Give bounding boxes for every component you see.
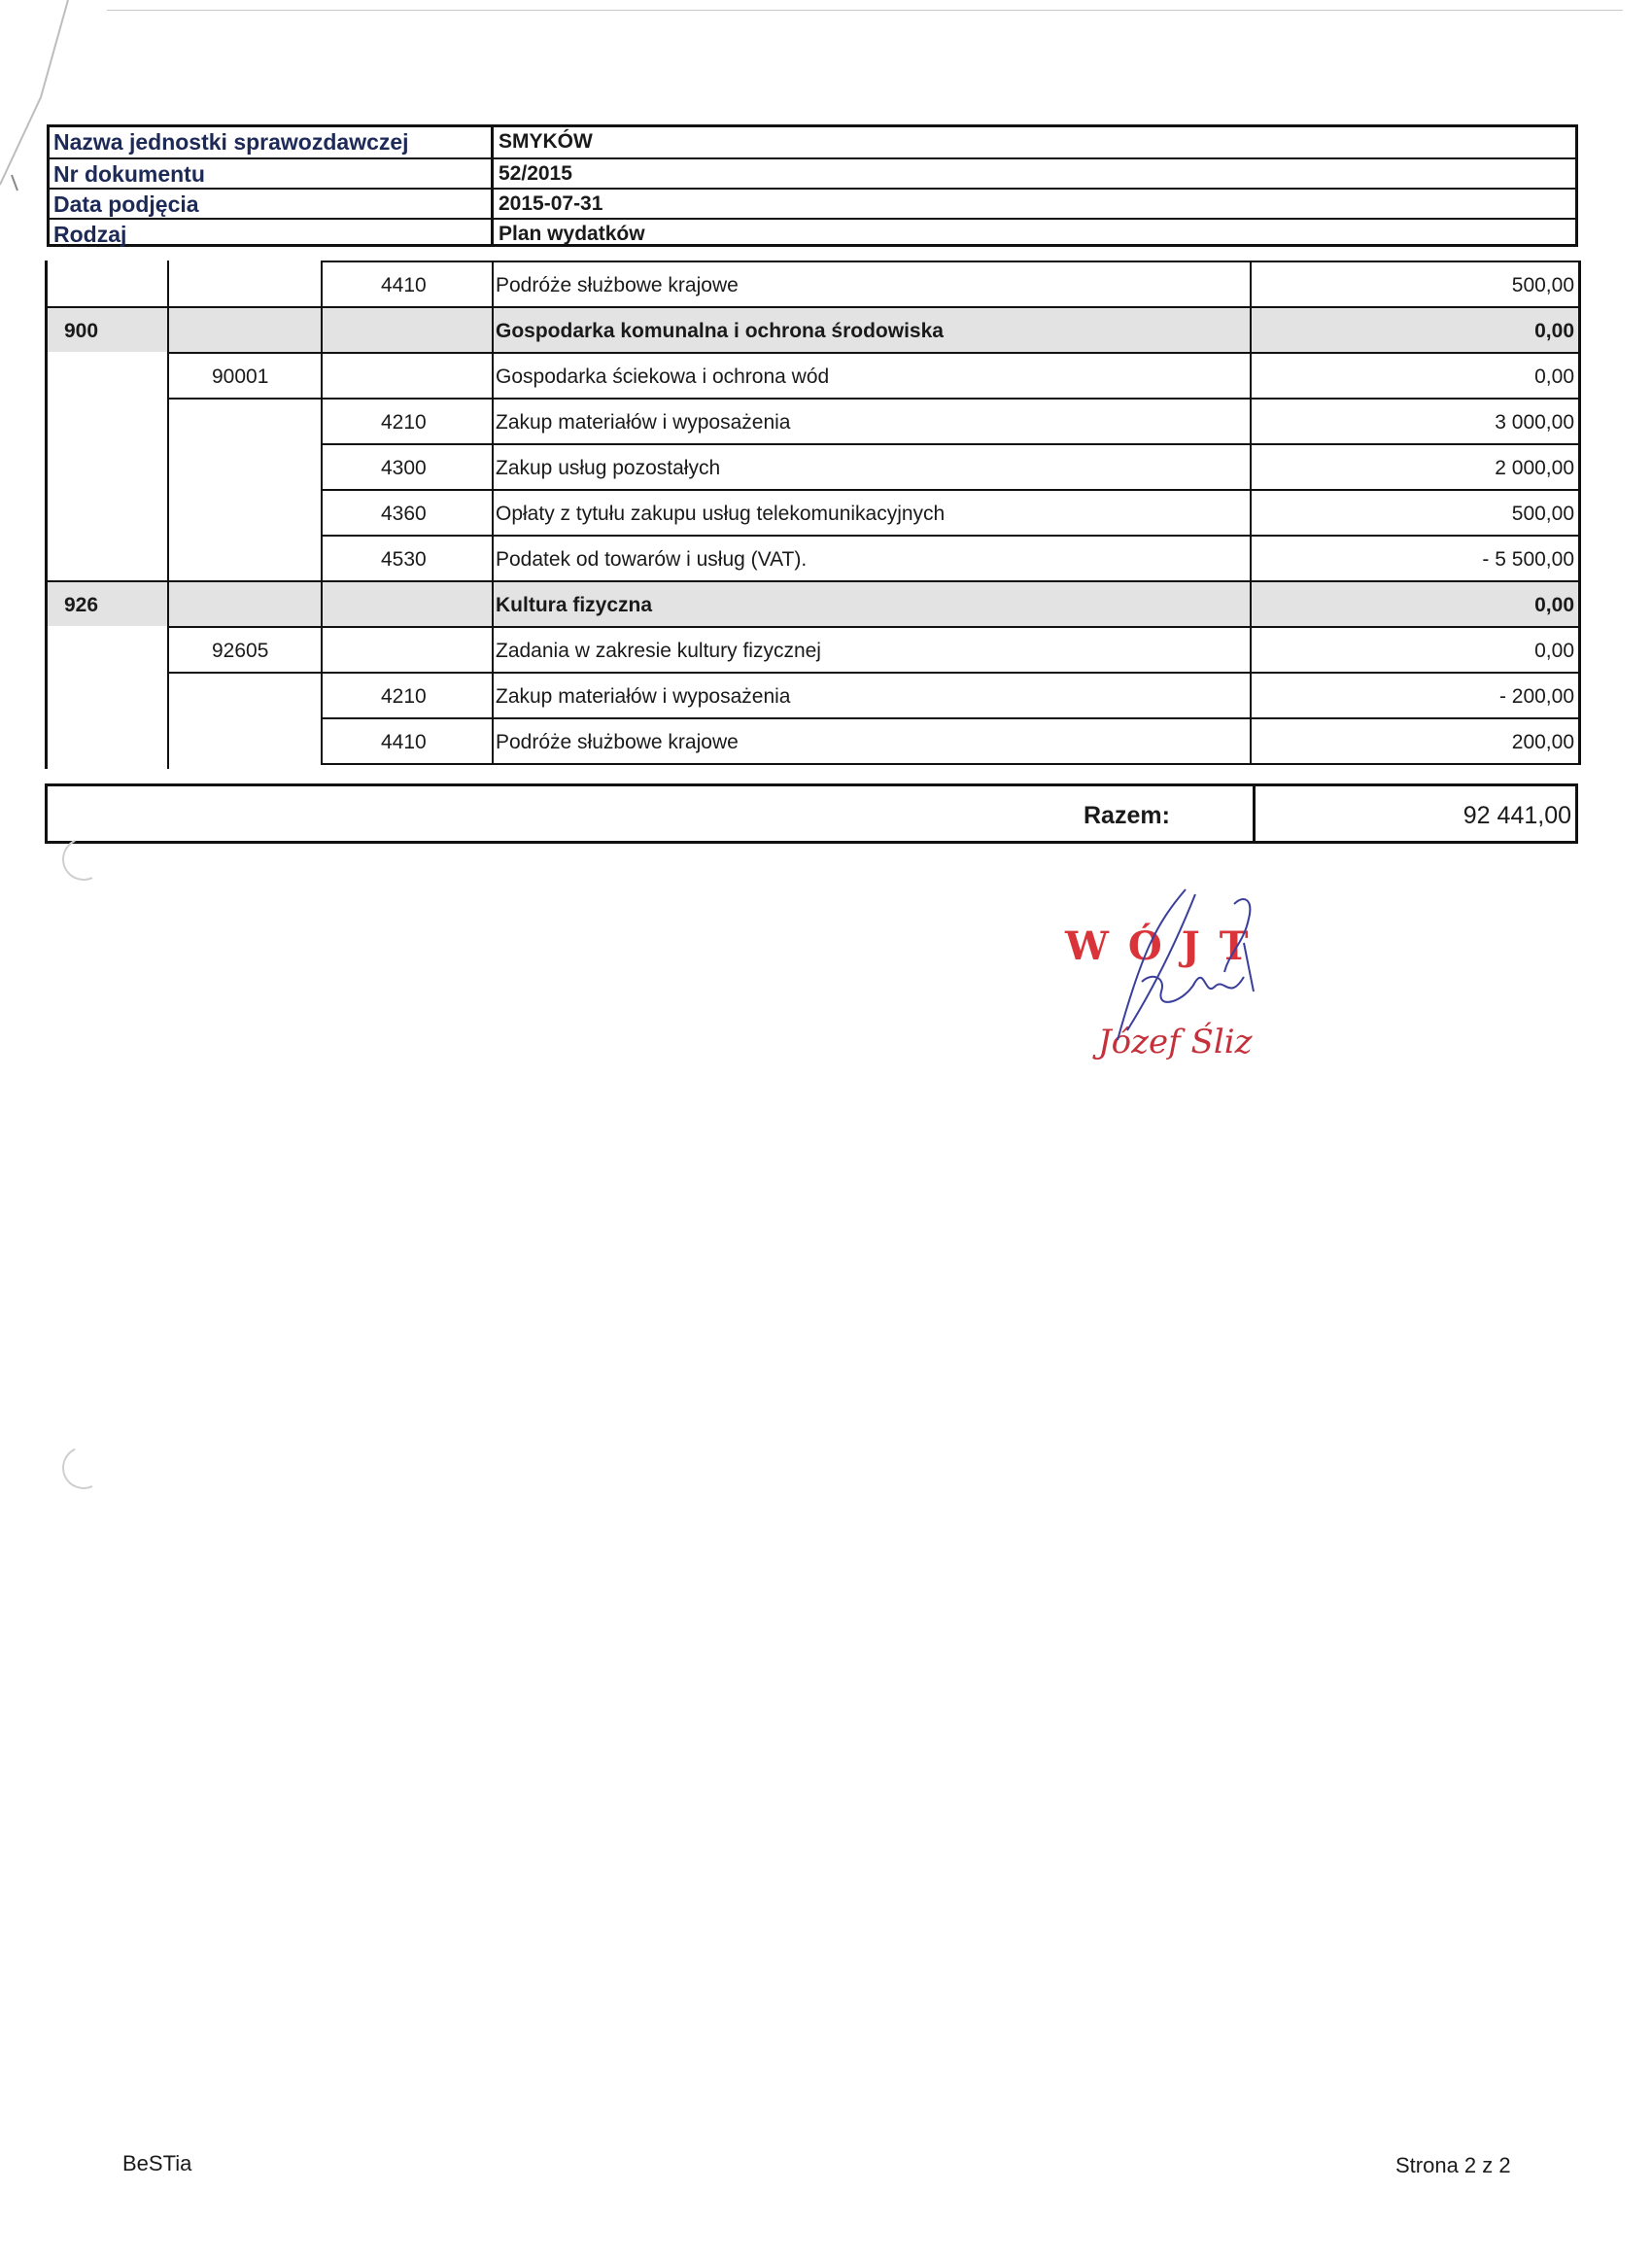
item-amount: 0,00 — [1534, 640, 1574, 662]
item-amount: 0,00 — [1534, 594, 1574, 616]
header-value: 52/2015 — [499, 162, 572, 185]
header-label: Rodzaj — [53, 222, 127, 247]
header-row-unit — [50, 127, 1575, 157]
table-row — [0, 626, 1652, 672]
paragraph-code: 4360 — [381, 503, 427, 525]
table-row-line — [321, 763, 1581, 765]
header-row-doc-number — [50, 157, 1575, 190]
item-name: Podróże służbowe krajowe — [496, 274, 739, 296]
document-header — [47, 124, 1578, 247]
item-amount: 3 000,00 — [1495, 411, 1574, 434]
table-row — [0, 489, 1652, 535]
section-code: 900 — [64, 320, 99, 342]
stamp-title: WÓJT — [1065, 923, 1268, 969]
item-amount: 500,00 — [1511, 503, 1574, 525]
table-row — [0, 535, 1652, 580]
item-name: Zakup materiałów i wyposażenia — [496, 685, 791, 708]
item-name: Gospodarka komunalna i ochrona środowiska — [496, 320, 944, 342]
paragraph-code: 4530 — [381, 548, 427, 571]
header-value: 2015-07-31 — [499, 192, 603, 215]
table-row — [0, 352, 1652, 398]
total-value: 92 441,00 — [1463, 802, 1571, 829]
chapter-code: 90001 — [212, 365, 269, 388]
paragraph-code: 4410 — [381, 274, 427, 296]
header-label: Nazwa jednostki sprawozdawczej — [53, 129, 409, 155]
item-name: Zakup materiałów i wyposażenia — [496, 411, 791, 434]
footer-software: BeSTia — [122, 2151, 192, 2175]
official-stamp — [1059, 885, 1312, 1069]
header-value: Plan wydatków — [499, 223, 645, 245]
item-amount: 2 000,00 — [1495, 457, 1574, 479]
item-name: Podatek od towarów i usług (VAT). — [496, 548, 808, 571]
item-amount: 0,00 — [1534, 365, 1574, 388]
item-name: Kultura fizyczna — [496, 594, 653, 616]
header-value: SMYKÓW — [499, 130, 593, 153]
total-box — [45, 783, 1578, 844]
item-amount: 0,00 — [1534, 320, 1574, 342]
punch-hole — [56, 1441, 111, 1495]
table-row — [0, 580, 1652, 626]
header-row-date — [50, 188, 1575, 220]
table-row — [0, 672, 1652, 717]
footer-page-number: Strona 2 z 2 — [1395, 2153, 1511, 2177]
item-name: Zadania w zakresie kultury fizycznej — [496, 640, 821, 662]
header-row-type — [50, 218, 1575, 246]
item-name: Opłaty z tytułu zakupu usług telekomunikacyjnych — [496, 503, 946, 525]
item-amount: - 5 500,00 — [1482, 548, 1574, 571]
header-label: Nr dokumentu — [53, 161, 205, 187]
paragraph-code: 4300 — [381, 457, 427, 479]
paragraph-code: 4410 — [381, 731, 427, 753]
item-name: Podróże służbowe krajowe — [496, 731, 739, 753]
paragraph-code: 4210 — [381, 685, 427, 708]
scan-top-line — [107, 10, 1623, 11]
total-label: Razem: — [1084, 802, 1170, 829]
table-row — [0, 717, 1652, 763]
table-row — [0, 398, 1652, 443]
header-label: Data podjęcia — [53, 191, 199, 217]
paragraph-code: 4210 — [381, 411, 427, 434]
table-row — [0, 306, 1652, 352]
item-amount: - 200,00 — [1498, 685, 1574, 708]
item-name: Zakup usług pozostałych — [496, 457, 721, 479]
item-amount: 500,00 — [1511, 274, 1574, 296]
item-name: Gospodarka ściekowa i ochrona wód — [496, 365, 830, 388]
table-row — [0, 443, 1652, 489]
handwritten-signature — [1059, 885, 1312, 1069]
stamp-name: Józef Śliz — [1098, 1023, 1253, 1061]
chapter-code: 92605 — [212, 640, 269, 662]
section-code: 926 — [64, 594, 99, 616]
total-separator — [1253, 786, 1256, 841]
item-amount: 200,00 — [1511, 731, 1574, 753]
table-row — [0, 261, 1652, 306]
